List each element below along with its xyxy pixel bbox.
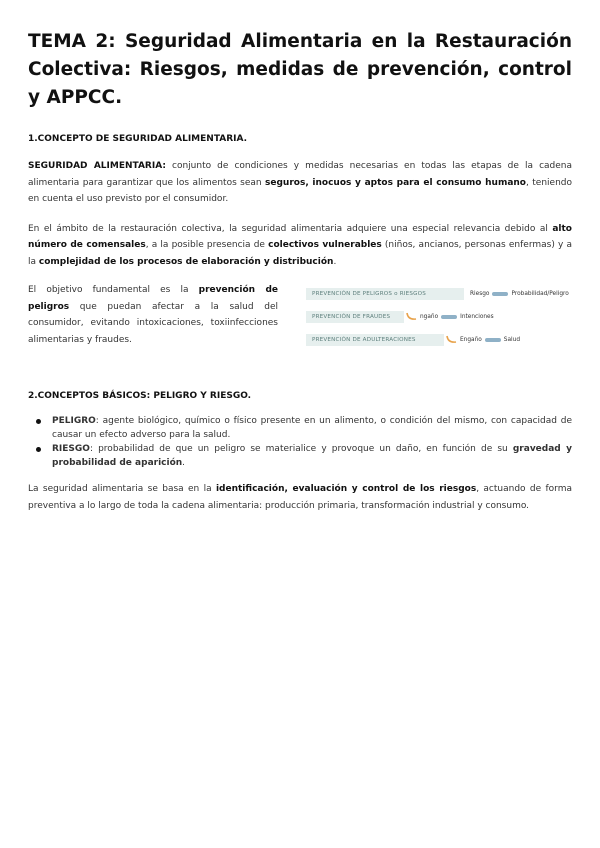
list-item: PELIGRO: agente biológico, químico o físico presente en un alimento, o condición del mismo, con capacidad de causar un efecto adverso para la salud. [52,415,572,442]
arrow-icon [492,292,508,296]
arrow-icon [485,338,501,342]
diagram-row [306,282,570,305]
objective-paragraph: El objetivo fundamental es la prevención de peligros que puedan afectar a la salud del consumidor, evitando intoxicaciones, toxiinfecciones alimentarias y fraudes. [28,285,278,345]
diagram-label: ngaño [420,313,439,320]
section-2-heading: 2.CONCEPTOS BÁSICOS: PELIGRO Y RIESGO. [28,391,252,401]
curved-arrow-icon [446,335,458,345]
diagram-box-peligros: PREVENCIÓN DE PELIGROS o RIESGOS [306,288,464,300]
curved-arrow-icon [406,312,418,322]
objective-row [28,282,572,351]
bullet-icon [36,419,41,424]
diagram-row [306,328,570,351]
section-1-heading: 1.CONCEPTO DE SEGURIDAD ALIMENTARIA. [28,134,248,144]
bullet-icon [36,447,41,452]
term-seguridad: SEGURIDAD ALIMENTARIA: [28,161,166,171]
conclusion-paragraph: La seguridad alimentaria se basa en la identificación, evaluación y control de los riesgos, actuando de forma preventiva a lo largo de toda la cadena alimentaria: producción primaria, transformación industrial y consumo. [28,484,572,511]
diagram-label: Intenciones [460,313,494,320]
list-item: RIESGO: probabilidad de que un peligro se materialice y provoque un daño, en función de su gravedad y probabilidad de aparición. [52,443,572,470]
diagram-box-adulteraciones: PREVENCIÓN DE ADULTERACIONES [306,334,444,346]
diagram-label: Engaño [460,336,482,343]
context-paragraph: En el ámbito de la restauración colectiva, la seguridad alimentaria adquiere una especial relevancia debido al alto número de comensales, a la posible presencia de colectivos vulnerables (niños, ancianos, personas enfermas) y a la complejidad de los procesos de elaboración y distribución. [28,223,572,267]
diagram-row [306,305,570,328]
page-title: TEMA 2: Seguridad Alimentaria en la Restauración Colectiva: Riesgos, medidas de prevención, control y APPCC. [28,31,572,108]
diagram-label: Salud [503,336,520,343]
diagram-label: Riesgo [470,290,490,297]
definition-paragraph: SEGURIDAD ALIMENTARIA: conjunto de condiciones y medidas necesarias en todas las etapas de la cadena alimentaria para garantizar que los alimentos sean seguros, inocuos y aptos para el consumo humano, teniendo en cuenta el uso previsto por el consumidor. [28,161,572,204]
arrow-icon [441,315,457,319]
diagram-box-fraudes: PREVENCIÓN DE FRAUDES [306,311,404,323]
prevention-diagram [306,282,570,351]
concepts-list [28,415,572,470]
diagram-label: Probabilidad/Peligro [511,290,569,297]
